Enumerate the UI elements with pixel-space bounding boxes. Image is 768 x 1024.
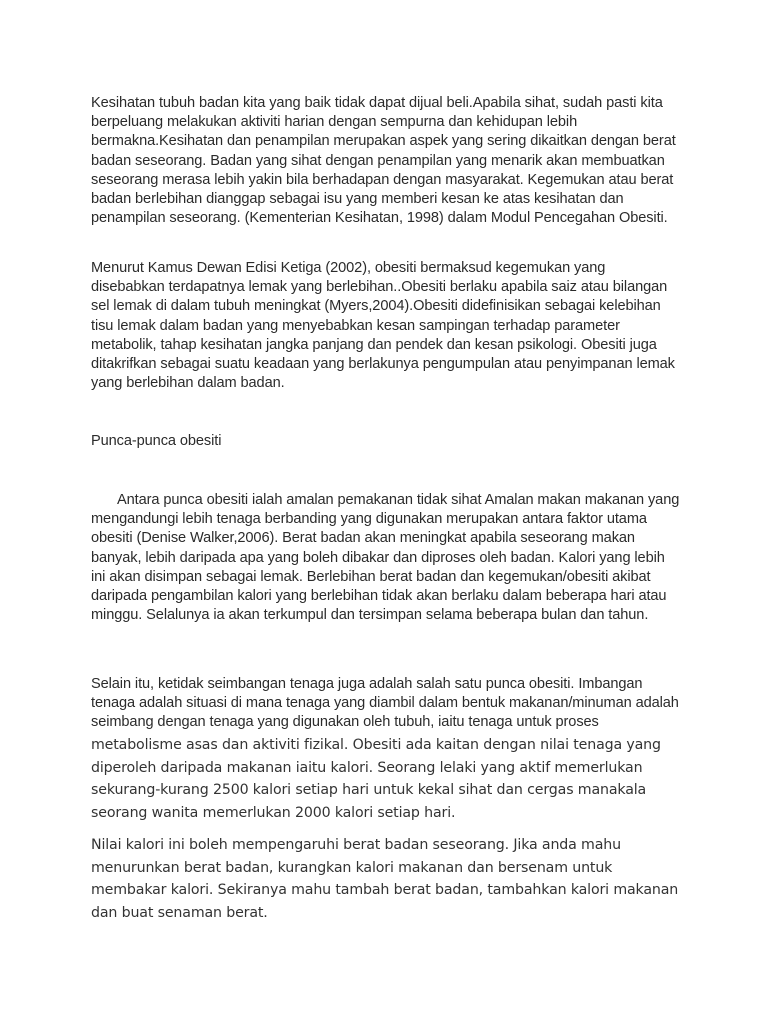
paragraph-unhealthy-diet: Antara punca obesiti ialah amalan pemakanan tidak sihat Amalan makan makanan yang mengandungi lebih tenaga berbanding yang digunakan merupakan antara faktor utama obesiti (Denise Walker,2006). Berat badan akan meningkat apabila seseorang makan banyak, lebih daripada apa yang boleh dibakar dan diproses oleh badan. Kalori yang lebih ini akan disimpan sebagai lemak. Berlebihan berat badan dan kegemukan/obesiti akibat daripada pengambilan kalori yang berlebihan tidak akan berlaku dalam beberapa hari atau minggu. Selalunya ia akan terkumpul dan tersimpan selama beberapa bulan dan tahun. bbox=[91, 492, 680, 624]
paragraph-intro-health: Kesihatan tubuh badan kita yang baik tidak dapat dijual beli.Apabila sihat, sudah pasti kita berpeluang melakukan aktiviti harian dengan sempurna dan kehidupan lebih bermakna.Kesihatan dan penampilan merupakan aspek yang sering dikaitkan dengan berat badan seseorang. Badan yang sihat dengan penampilan yang menarik akan membuatkan seseorang merasa lebih yakin bila berhadapan dengan masyarakat. Kegemukan atau berat badan berlebihan dianggap sebagai isu yang memberi kesan ke atas kesihatan dan penampilan seseorang. (Kementerian Kesihatan, 1998) dalam Modul Pencegahan Obesiti. bbox=[91, 95, 676, 227]
paragraph-energy-imbalance: Selain itu, ketidak seimbangan tenaga juga adalah salah satu punca obesiti. Imbangan tenaga adalah situasi di mana tenaga yang diambil dalam bentuk makanan/minuman adalah seimbang dengan tenaga yang digunakan oleh tubuh, iaitu tenaga untuk proses bbox=[91, 676, 679, 731]
paragraph-energy-imbalance-continued: metabolisme asas dan aktiviti fizikal. Obesiti ada kaitan dengan nilai tenaga yang diperoleh daripada makanan iaitu kalori. Seorang lelaki yang aktif memerlukan sekurang-kurang 2500 kalori setiap hari untuk kekal sihat dan cergas manakala seorang wanita memerlukan 2000 kalori setiap hari. bbox=[91, 737, 661, 821]
paragraph-calorie-value: Nilai kalori ini boleh mempengaruhi berat badan seseorang. Jika anda mahu menurunkan berat badan, kurangkan kalori makanan dan bersenam untuk membakar kalori. Sekiranya mahu tambah berat badan, tambahkan kalori makanan dan buat senaman berat. bbox=[91, 837, 679, 921]
paragraph-obesity-definition: Menurut Kamus Dewan Edisi Ketiga (2002), obesiti bermaksud kegemukan yang disebabkan terdapatnya lemak yang berlebihan..Obesiti berlaku apabila saiz atau bilangan sel lemak di dalam tubuh meningkat (Myers,2004).Obesiti didefinisikan sebagai kelebihan tisu lemak dalam badan yang menyebabkan kesan sampingan terhadap parameter metabolik, tahap kesihatan jangka panjang dan pendek dan kesan psikologi. Obesiti juga ditakrifkan sebagai suatu keadaan yang berlakunya pengumpulan atau penyimpanan lemak yang berlebihan dalam badan. bbox=[91, 260, 675, 392]
section-heading: Punca-punca obesiti bbox=[91, 433, 222, 449]
